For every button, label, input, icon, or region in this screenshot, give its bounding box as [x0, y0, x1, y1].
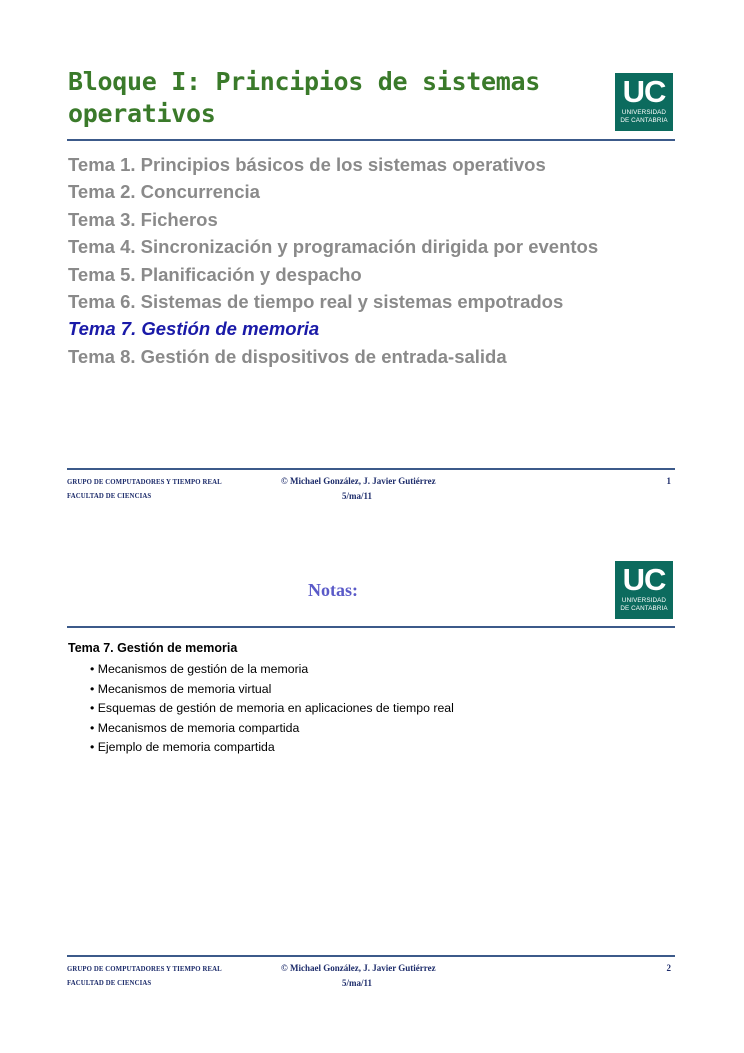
- logo-line1: UNIVERSIDAD: [621, 597, 667, 604]
- footer-faculty: FACULTAD DE CIENCIAS: [67, 493, 152, 500]
- notes-heading: Tema 7. Gestión de memoria: [68, 641, 238, 655]
- logo-line1: UNIVERSIDAD: [621, 109, 667, 116]
- footer-divider: [67, 468, 675, 470]
- topic-item-2: Tema 2. Concurrencia: [68, 181, 260, 203]
- notes-bullet: • Ejemplo de memoria compartida: [90, 740, 275, 755]
- page-number: 1: [666, 476, 671, 486]
- page-footer: [67, 963, 675, 1002]
- footer-date: 5/ma/11: [342, 491, 373, 501]
- footer-copyright: © Michael González, J. Javier Gutiérrez: [281, 963, 436, 973]
- page-footer: [67, 476, 675, 515]
- topic-item-5: Tema 5. Planificación y despacho: [68, 263, 362, 285]
- footer-faculty: FACULTAD DE CIENCIAS: [67, 980, 152, 987]
- notes-bullet: • Esquemas de gestión de memoria en aplicaciones de tiempo real: [90, 701, 454, 716]
- topic-item-7-active: Tema 7. Gestión de memoria: [68, 318, 320, 340]
- footer-group: GRUPO DE COMPUTADORES Y TIEMPO REAL: [67, 479, 222, 486]
- university-logo: [615, 561, 673, 619]
- topic-item-3: Tema 3. Ficheros: [68, 208, 218, 230]
- topic-item-8: Tema 8. Gestión de dispositivos de entrada-salida: [68, 345, 507, 367]
- university-logo: [615, 73, 673, 131]
- logo-mark: UC: [622, 74, 666, 109]
- notes-bullet: • Mecanismos de memoria virtual: [90, 681, 272, 696]
- footer-date: 5/ma/11: [342, 978, 373, 988]
- footer-copyright: © Michael González, J. Javier Gutiérrez: [281, 476, 436, 486]
- logo-line2: DE CANTABRIA: [620, 117, 668, 124]
- page-number: 2: [666, 963, 671, 973]
- footer-divider: [67, 955, 675, 957]
- footer-group: GRUPO DE COMPUTADORES Y TIEMPO REAL: [67, 966, 222, 973]
- topic-item-6: Tema 6. Sistemas de tiempo real y sistemas empotrados: [68, 291, 564, 313]
- header-divider: [67, 626, 675, 628]
- logo-mark: UC: [622, 562, 666, 597]
- slide-title: Bloque I: Principios de sistemas operativos: [68, 67, 541, 128]
- topic-item-4: Tema 4. Sincronización y programación dirigida por eventos: [68, 236, 599, 258]
- logo-line2: DE CANTABRIA: [620, 605, 668, 612]
- notes-title: Notas:: [308, 580, 358, 600]
- notes-bullet-list: [90, 660, 454, 758]
- header-divider: [67, 139, 675, 141]
- notes-bullet: • Mecanismos de memoria compartida: [90, 720, 300, 735]
- topic-item-1: Tema 1. Principios básicos de los sistemas operativos: [68, 154, 546, 175]
- topic-list: [68, 151, 598, 370]
- notes-bullet: • Mecanismos de gestión de la memoria: [90, 662, 309, 676]
